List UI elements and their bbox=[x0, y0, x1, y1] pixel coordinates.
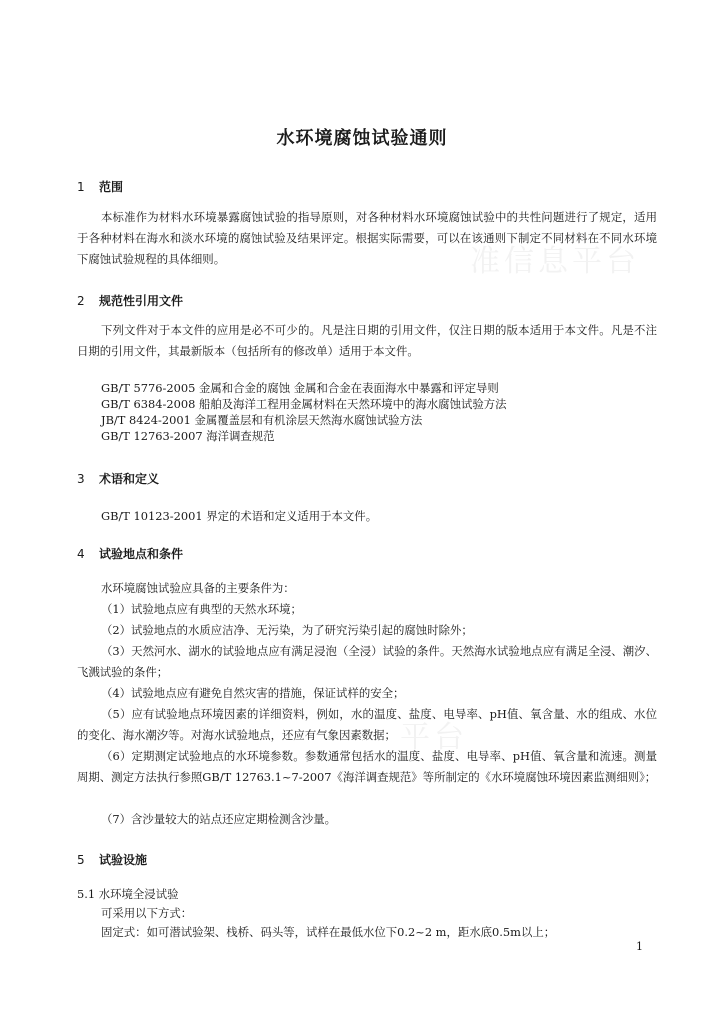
watermark: 平台 bbox=[400, 720, 468, 755]
section-title: 试验地点和条件 bbox=[99, 547, 184, 561]
section-heading-2 bbox=[77, 292, 183, 309]
section-number: 4 bbox=[77, 547, 85, 561]
section-number: 3 bbox=[77, 472, 85, 486]
section-title: 规范性引用文件 bbox=[99, 294, 184, 308]
section-title: 试验设施 bbox=[99, 853, 148, 867]
watermark: 准信息平台 bbox=[470, 244, 640, 279]
section-number: 1 bbox=[77, 180, 85, 194]
section-heading-4 bbox=[77, 545, 183, 562]
section-number: 2 bbox=[77, 294, 85, 308]
page-number: 1 bbox=[636, 940, 643, 953]
reference-item: GB/T 5776-2005 金属和合金的腐蚀 金属和合金在表面海水中暴露和评定导则 bbox=[101, 381, 499, 395]
section-title: 术语和定义 bbox=[99, 472, 160, 486]
section-4-intro: 水环境腐蚀试验应具备的主要条件为： bbox=[101, 581, 295, 595]
document-title: 水环境腐蚀试验通则 bbox=[276, 128, 448, 149]
condition-item: （4）试验地点应有避免自然灾害的措施，保证试样的安全； bbox=[101, 686, 405, 700]
section-heading-3 bbox=[77, 470, 159, 487]
condition-item: （1）试验地点应有典型的天然水环境； bbox=[101, 602, 302, 616]
condition-item: （6）定期测定试验地点的水环境参数。参数通常包括水的温度、盐度、电导率、pH值、氧含量和流速。测量周期、测定方法执行参照GB/T 12763.1~7-2007《海洋调查规范》等所制定的《水环境腐蚀环境因素监测细则》； bbox=[77, 749, 657, 784]
section-heading-1 bbox=[77, 178, 123, 195]
reference-item: GB/T 12763-2007 海洋调查规范 bbox=[101, 429, 275, 443]
section-1-paragraph: 本标准作为材料水环境暴露腐蚀试验的指导原则，对各种材料水环境腐蚀试验中的共性问题进行了规定，适用于各种材料在海水和淡水环境的腐蚀试验及结果评定。根据实际需要，可以在该通则下制定不同材料在不同水环境下腐蚀试验规程的具体细则。 bbox=[77, 210, 657, 266]
condition-item: （2）试验地点的水质应洁净、无污染，为了研究污染引起的腐蚀时除外； bbox=[101, 623, 473, 637]
reference-item: GB/T 6384-2008 船舶及海洋工程用金属材料在天然环境中的海水腐蚀试验方法 bbox=[101, 397, 507, 411]
section-title: 范围 bbox=[99, 180, 124, 194]
section-3-paragraph: GB/T 10123-2001 界定的术语和定义适用于本文件。 bbox=[101, 509, 378, 523]
subsection-text: 固定式：如可潜试验架、栈桥、码头等，试样在最低水位下0.2~2 m，距水底0.5m以上； bbox=[101, 925, 556, 939]
subsection-title: 5.1 水环境全浸试验 bbox=[77, 887, 179, 901]
condition-item: （7）含沙量较大的站点还应定期检测含沙量。 bbox=[101, 812, 337, 826]
section-heading-5 bbox=[77, 851, 147, 868]
subsection-text: 可采用以下方式： bbox=[101, 906, 193, 920]
section-2-paragraph: 下列文件对于本文件的应用是必不可少的。凡是注日期的引用文件，仅注日期的版本适用于本文件。凡是不注日期的引用文件，其最新版本（包括所有的修改单）适用于本文件。 bbox=[77, 323, 657, 358]
section-number: 5 bbox=[77, 853, 85, 867]
condition-item: （3）天然河水、湖水的试验地点应有满足浸泡（全浸）试验的条件。天然海水试验地点应有满足全浸、潮汐、飞溅试验的条件； bbox=[77, 644, 657, 679]
condition-item: （5）应有试验地点环境因素的详细资料，例如，水的温度、盐度、电导率、pH值、氧含量、水的组成、水位的变化、海水潮汐等。对海水试验地点，还应有气象因素数据； bbox=[77, 707, 657, 742]
reference-item: JB/T 8424-2001 金属覆盖层和有机涂层天然海水腐蚀试验方法 bbox=[101, 413, 423, 427]
